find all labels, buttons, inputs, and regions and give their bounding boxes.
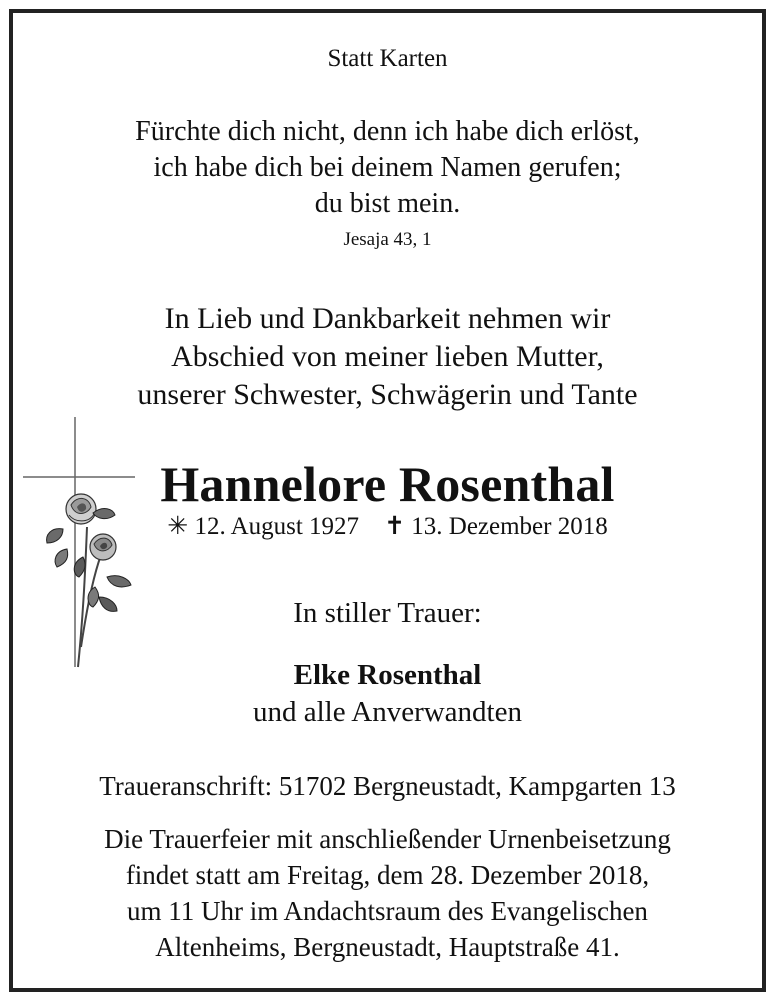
deceased-dates [13,511,762,541]
ceremony-line-2: findet statt am Freitag, dem 28. Dezember 2018, [125,860,650,890]
ceremony-line-3: um 11 Uhr im Andachtsraum des Evangelischen [127,896,648,926]
birth-star-icon: ✳ [167,513,189,540]
intro-line-1: In Lieb und Dankbarkeit nehmen wir [164,302,611,335]
death-cross-icon: ✝ [384,513,406,540]
mourning-heading: In stiller Trauer: [293,597,482,629]
ceremony-line-1: Die Trauerfeier mit anschließender Urnenbeisetzung [104,824,671,854]
death-date: 13. Dezember 2018 [411,513,608,540]
mourning-address: Traueranschrift: 51702 Bergneustadt, Kampgarten 13 [99,771,676,801]
obituary-frame [9,9,766,992]
mourner-name: Elke Rosenthal [293,659,482,691]
verse-reference: Jesaja 43, 1 [343,229,432,250]
birth-date: 12. August 1927 [194,513,360,540]
mourner-others: und alle Anverwandten [253,696,522,728]
intro-line-2: Abschied von meiner lieben Mutter, [171,340,604,373]
verse-line-1: Fürchte dich nicht, denn ich habe dich erlöst, [135,116,640,147]
verse-line-3: du bist mein. [314,188,461,219]
intro-line-3: unserer Schwester, Schwägerin und Tante [137,378,638,411]
verse-line-2: ich habe dich bei deinem Namen gerufen; [153,152,622,183]
ceremony-line-4: Altenheims, Bergneustadt, Hauptstraße 41. [155,932,620,962]
deceased-name: Hannelore Rosenthal [160,456,615,512]
header-text: Statt Karten [327,45,448,72]
